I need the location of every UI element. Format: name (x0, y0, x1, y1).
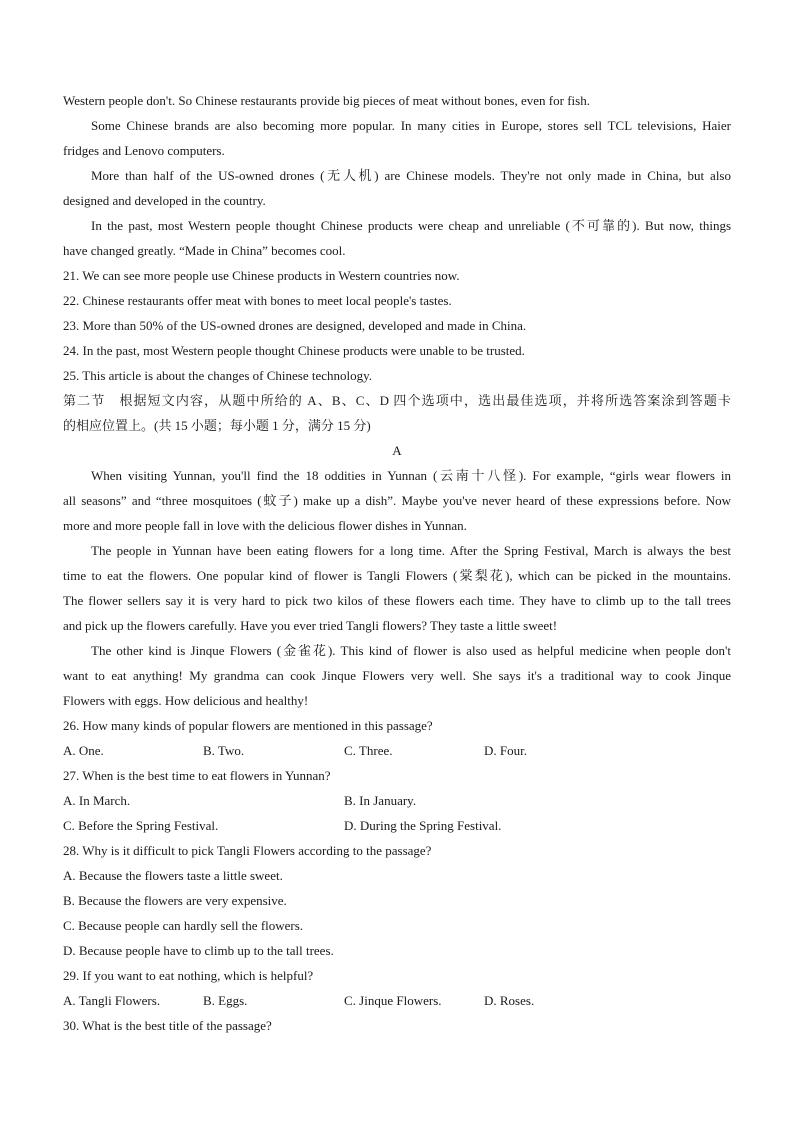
option-d: D. Roses. (484, 993, 535, 1008)
question-26-options (63, 738, 731, 763)
question-30-stem: 30. What is the best title of the passage? (63, 1018, 272, 1033)
passage-line: more and more people fall in love with the delicious flower dishes in Yunnan. (63, 518, 467, 533)
passage-line: In the past, most Western people thought Chinese products were cheap and unreliable (不可靠的). But now, things (91, 218, 731, 233)
question-27-options (63, 813, 731, 838)
question-24: 24. In the past, most Western people thought Chinese products were unable to be trusted. (63, 343, 525, 358)
passage-line: time to eat the flowers. One popular kind of flower is Tangli Flowers (棠梨花), which can be picked in the mountains. (63, 568, 731, 583)
question-27-stem: 27. When is the best time to eat flowers in Yunnan? (63, 768, 331, 783)
option-d: D. During the Spring Festival. (344, 818, 502, 833)
question-27-options (63, 788, 731, 813)
option-b: B. Eggs. (203, 993, 248, 1008)
question-22: 22. Chinese restaurants offer meat with bones to meet local people's tastes. (63, 293, 452, 308)
passage-line: Some Chinese brands are also becoming more popular. In many cities in Europe, stores sell TCL televisions, Haier (91, 118, 731, 133)
question-21: 21. We can see more people use Chinese products in Western countries now. (63, 268, 460, 283)
option-d: D. Four. (484, 743, 527, 758)
passage-line: all seasons” and “three mosquitoes (蚊子) make up a dish”. Maybe you've never heard of these expressions before. Now (63, 493, 731, 508)
option-c: C. Before the Spring Festival. (63, 818, 219, 833)
option-b: B. Because the flowers are very expensive. (63, 893, 287, 908)
passage-line: want to eat anything! My grandma can cook Jinque Flowers very well. She says it's a traditional way to cook Jinque (63, 668, 731, 683)
question-25: 25. This article is about the changes of Chinese technology. (63, 368, 373, 383)
passage-line: Western people don't. So Chinese restaurants provide big pieces of meat without bones, even for fish. (63, 93, 590, 108)
passage-label: A (392, 443, 402, 458)
passage-line: More than half of the US-owned drones (无人机) are Chinese models. They're not only made in China, but also (91, 168, 731, 183)
option-a: A. One. (63, 743, 104, 758)
option-c: C. Three. (344, 743, 393, 758)
question-29-options (63, 988, 731, 1013)
passage-line: have changed greatly. “Made in China” becomes cool. (63, 243, 346, 258)
question-29-stem: 29. If you want to eat nothing, which is helpful? (63, 968, 314, 983)
exam-page (63, 88, 731, 1038)
section-instructions: 的相应位置上。(共 15 小题；每小题 1 分，满分 15 分) (63, 418, 371, 433)
question-23: 23. More than 50% of the US-owned drones are designed, developed and made in China. (63, 318, 527, 333)
question-28-stem: 28. Why is it difficult to pick Tangli Flowers according to the passage? (63, 843, 432, 858)
option-b: B. Two. (203, 743, 245, 758)
option-b: B. In January. (344, 793, 417, 808)
passage-line: designed and developed in the country. (63, 193, 266, 208)
passage-line: Flowers with eggs. How delicious and healthy! (63, 693, 309, 708)
passage-line: The people in Yunnan have been eating flowers for a long time. After the Spring Festival, March is always the best (91, 543, 731, 558)
passage-line: fridges and Lenovo computers. (63, 143, 225, 158)
option-a: A. Tangli Flowers. (63, 993, 161, 1008)
option-c: C. Because people can hardly sell the flowers. (63, 918, 304, 933)
passage-line: and pick up the flowers carefully. Have you ever tried Tangli flowers? They taste a little sweet! (63, 618, 558, 633)
section-instructions: 第二节 根据短文内容，从题中所给的 A、B、C、D 四个选项中，选出最佳选项，并将所选答案涂到答题卡 (63, 393, 731, 408)
question-26-stem: 26. How many kinds of popular flowers are mentioned in this passage? (63, 718, 433, 733)
option-a: A. In March. (63, 793, 131, 808)
option-a: A. Because the flowers taste a little sweet. (63, 868, 283, 883)
passage-line: When visiting Yunnan, you'll find the 18 oddities in Yunnan (云南十八怪). For example, “girls wear flowers in (91, 468, 731, 483)
passage-line: The flower sellers say it is very hard to pick two kilos of these flowers each time. They have to climb up to the tall trees (63, 593, 731, 608)
option-c: C. Jinque Flowers. (344, 993, 442, 1008)
passage-line: The other kind is Jinque Flowers (金雀花). This kind of flower is also used as helpful medicine when people don't (91, 643, 731, 658)
option-d: D. Because people have to climb up to the tall trees. (63, 943, 334, 958)
